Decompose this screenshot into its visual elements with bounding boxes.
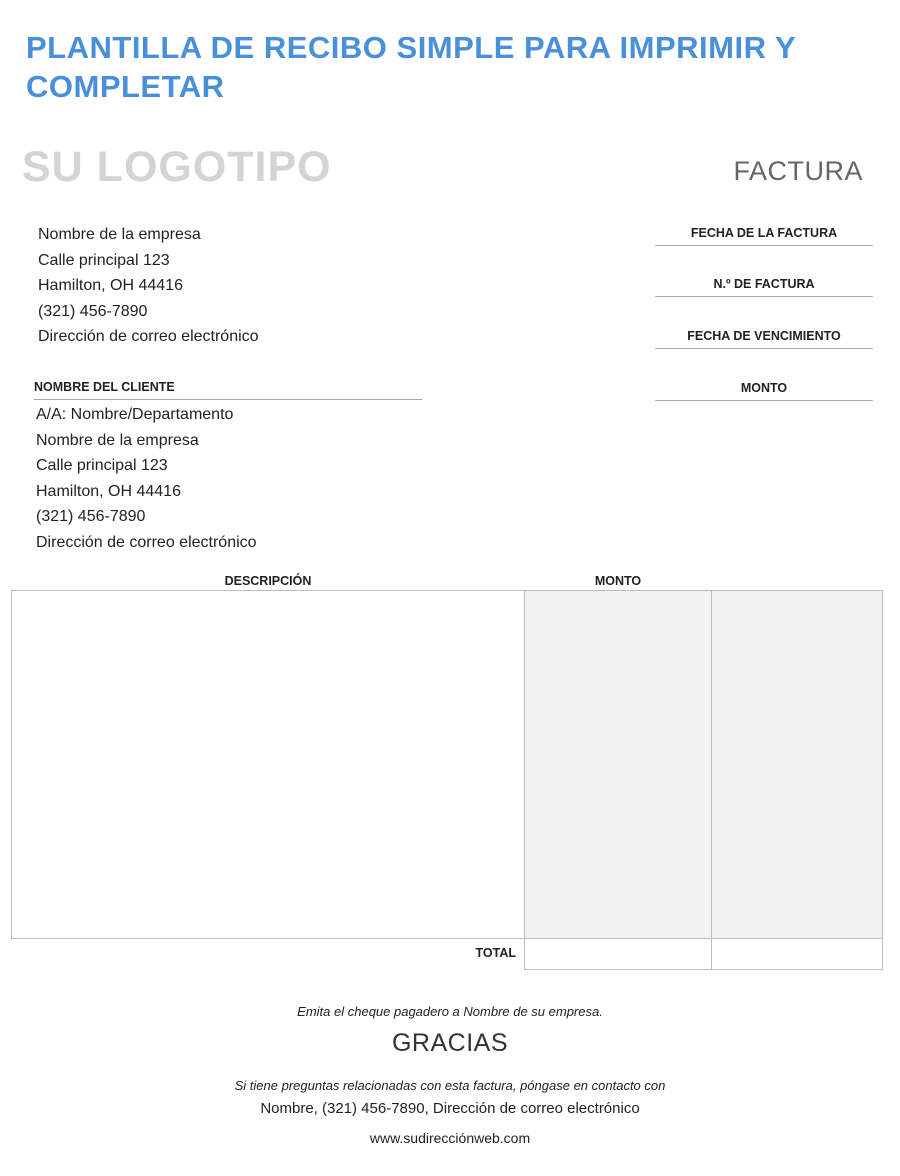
company-name: Nombre de la empresa bbox=[38, 226, 201, 243]
company-street: Calle principal 123 bbox=[38, 251, 170, 269]
company-city: Hamilton, OH 44416 bbox=[38, 277, 183, 294]
invoice-number-field[interactable]: N.º DE FACTURA bbox=[655, 277, 873, 297]
description-column-header: DESCRIPCIÓN bbox=[224, 574, 312, 588]
company-info bbox=[38, 222, 259, 350]
total-extra-cell[interactable] bbox=[711, 938, 883, 970]
client-phone: (321) 456-7890 bbox=[36, 508, 146, 525]
contact-details: Nombre, (321) 456-7890, Dirección de correo electrónico bbox=[260, 1100, 640, 1117]
payable-note: Emita el cheque pagadero a Nombre de su empresa. bbox=[297, 1004, 603, 1019]
contact-note: Si tiene preguntas relacionadas con esta factura, póngase en contacto con bbox=[234, 1078, 666, 1093]
total-amount-cell[interactable] bbox=[524, 938, 712, 970]
logo-placeholder: SU LOGOTIPO bbox=[22, 143, 332, 191]
extra-cell-area[interactable] bbox=[711, 590, 883, 939]
website-link[interactable]: www.sudirecciónweb.com bbox=[369, 1130, 531, 1146]
company-phone: (321) 456-7890 bbox=[38, 302, 148, 320]
client-section-label: NOMBRE DEL CLIENTE bbox=[34, 380, 422, 400]
client-email: Dirección de correo electrónico bbox=[36, 533, 257, 551]
client-street: Calle principal 123 bbox=[36, 457, 168, 474]
thanks-message: GRACIAS bbox=[391, 1029, 509, 1057]
total-label: TOTAL bbox=[475, 946, 516, 960]
company-email: Dirección de correo electrónico bbox=[38, 328, 259, 345]
due-date-field[interactable]: FECHA DE VENCIMIENTO bbox=[655, 329, 873, 349]
amount-field[interactable]: MONTO bbox=[655, 381, 873, 401]
page-title: PLANTILLA DE RECIBO SIMPLE PARA IMPRIMIR Y COMPLETAR bbox=[26, 30, 796, 104]
amount-cell-area[interactable] bbox=[524, 590, 712, 939]
client-city: Hamilton, OH 44416 bbox=[36, 482, 181, 500]
client-attention: A/A: Nombre/Departamento bbox=[36, 406, 234, 423]
description-cell-area[interactable] bbox=[11, 590, 525, 939]
invoice-date-field[interactable]: FECHA DE LA FACTURA bbox=[655, 226, 873, 246]
client-company-name: Nombre de la empresa bbox=[36, 431, 199, 449]
client-info bbox=[36, 402, 257, 555]
amount-column-header: MONTO bbox=[594, 574, 642, 588]
document-type-heading: FACTURA bbox=[733, 156, 863, 186]
